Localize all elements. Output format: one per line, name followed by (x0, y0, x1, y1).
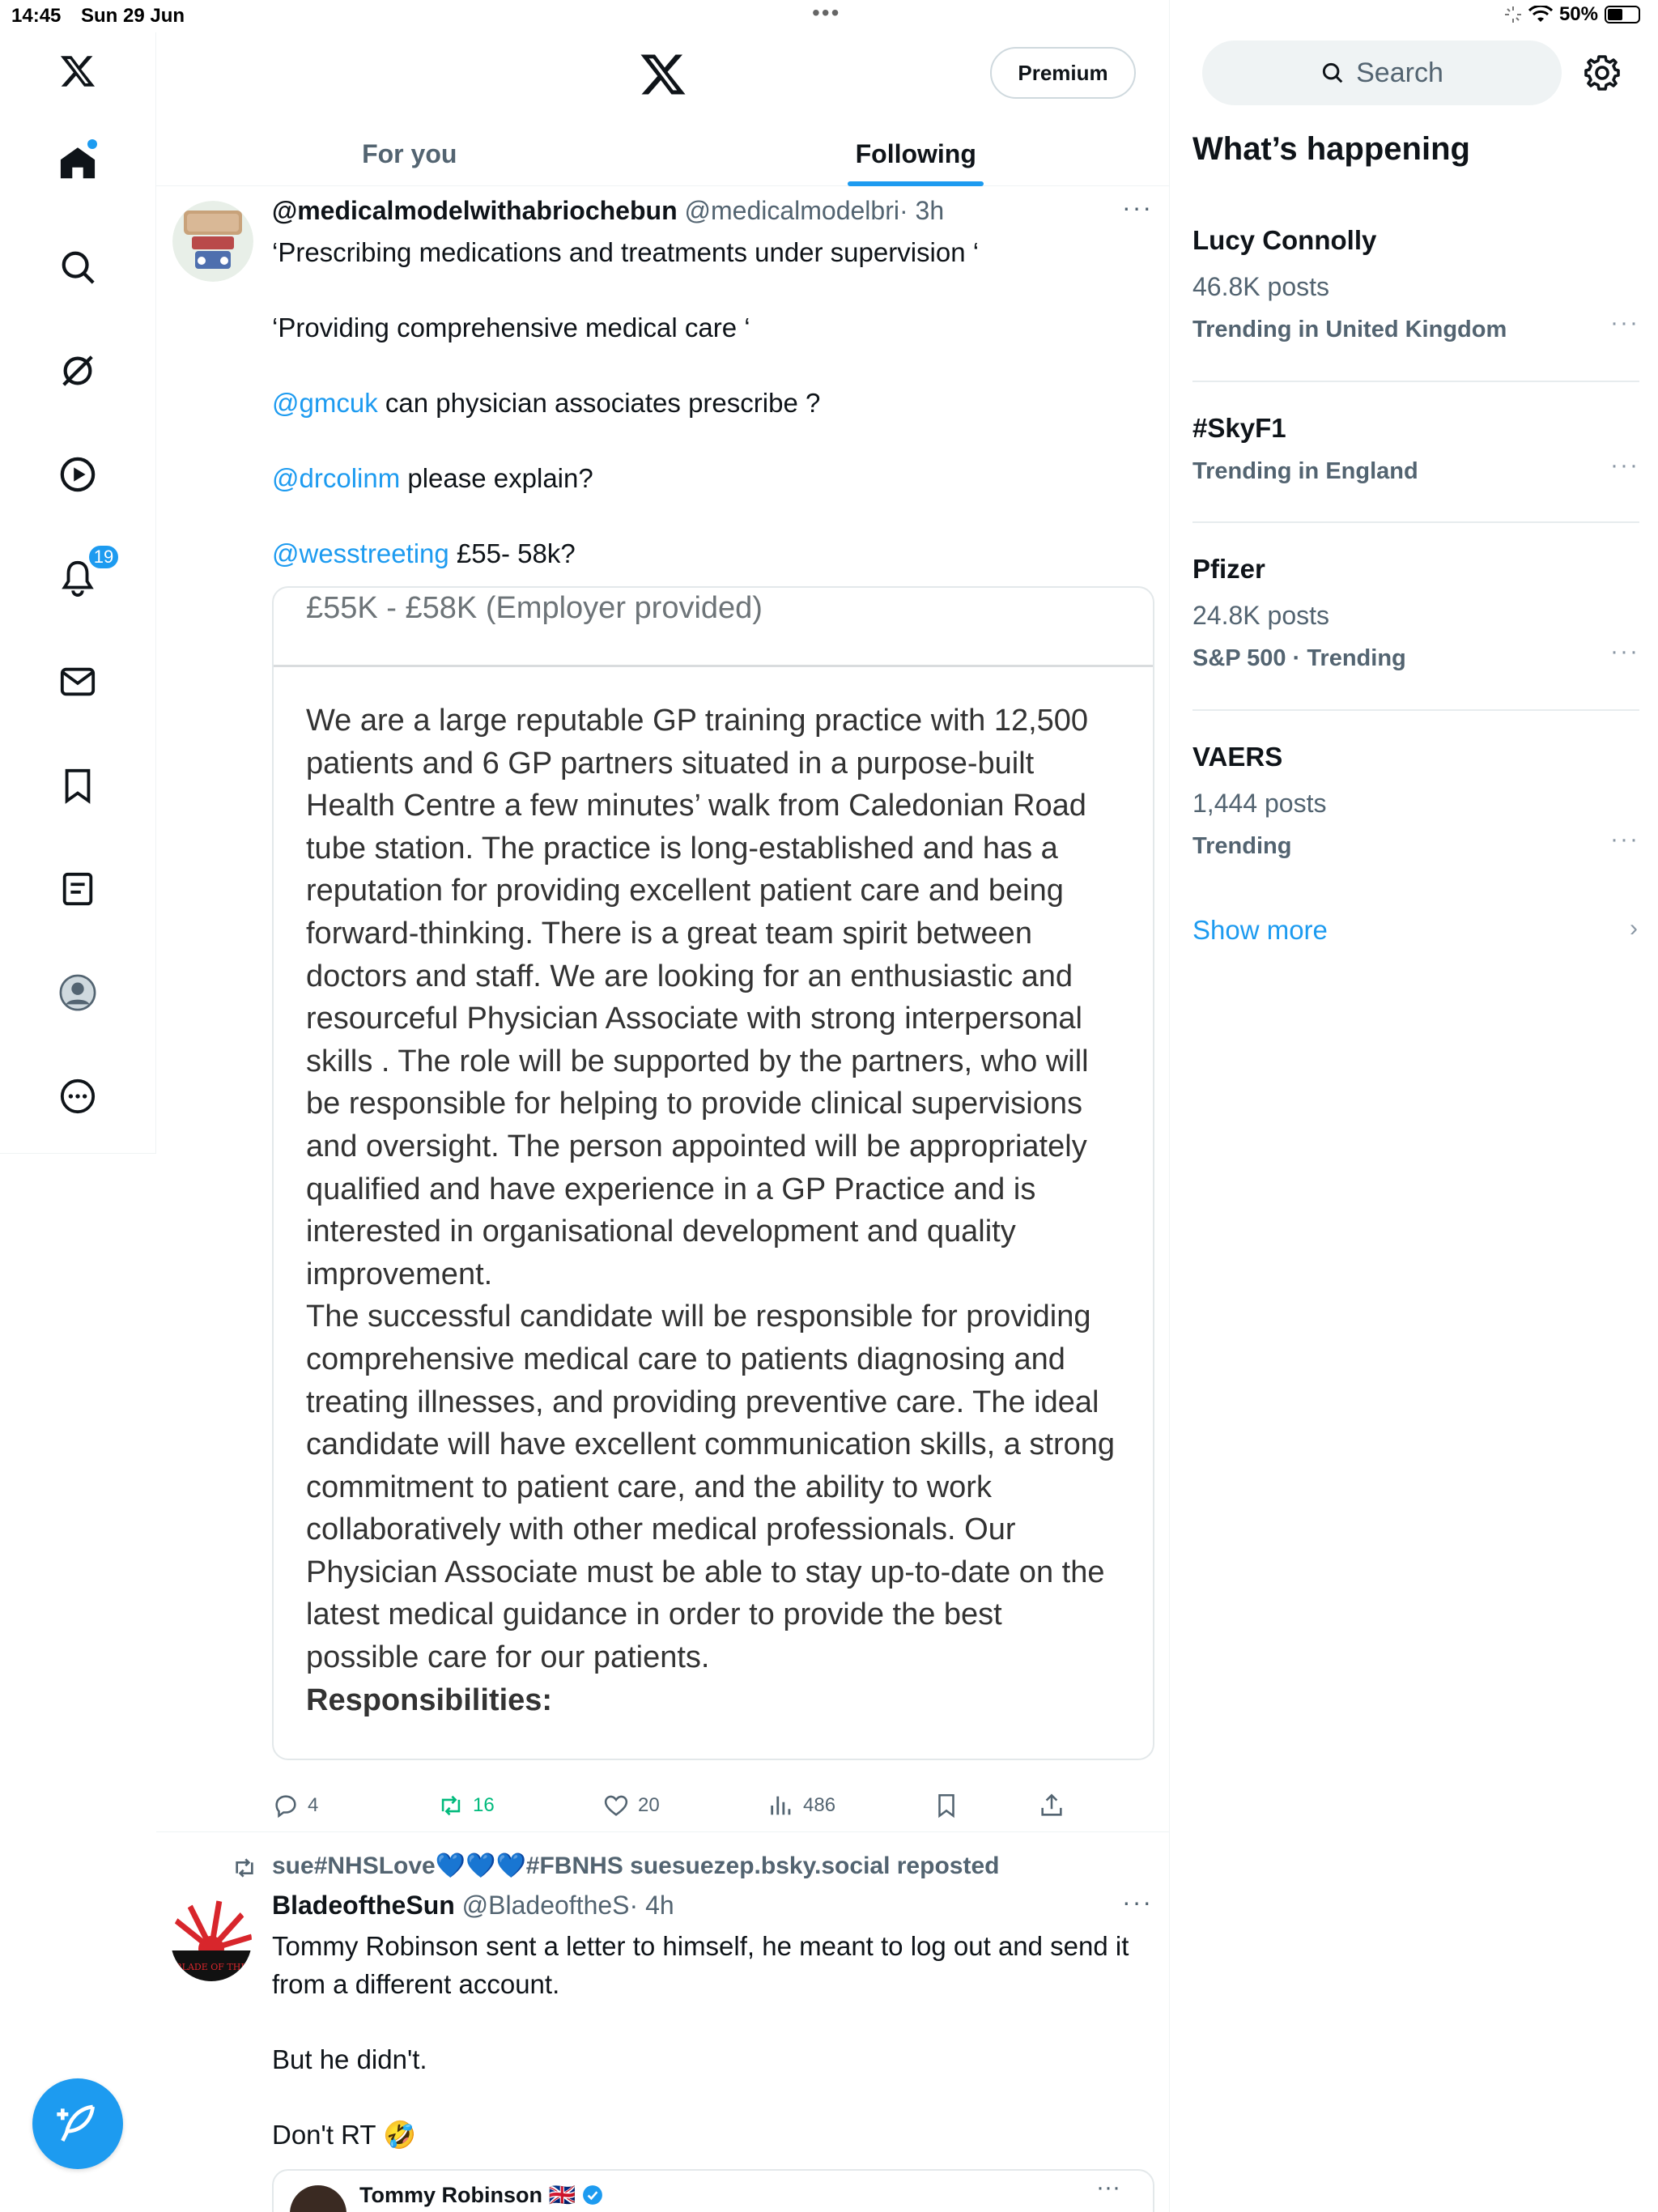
trend-divider (1192, 709, 1639, 711)
views-bar-chart-icon (767, 1792, 795, 1819)
trend-name: Pfizer (1192, 554, 1265, 584)
grok-icon[interactable] (52, 345, 104, 397)
tweet-author-name[interactable]: @medicalmodelwithabriochebun (272, 196, 678, 225)
show-more-link[interactable]: Show more (1192, 915, 1328, 945)
trend-name: Lucy Connolly (1192, 225, 1377, 255)
mention-link[interactable]: @wesstreeting (272, 538, 449, 568)
bookmarks-icon[interactable] (52, 759, 104, 811)
tweet-more-icon[interactable]: ··· (1122, 1887, 1153, 1916)
trend-item[interactable] (1192, 554, 1639, 672)
battery-fill (1608, 9, 1622, 20)
repost-count: 16 (473, 1794, 495, 1816)
job-responsibilities-heading: Responsibilities: (306, 1682, 553, 1717)
trend-context: Trending in United Kingdom (1192, 317, 1507, 342)
tab-label: For you (362, 138, 457, 168)
status-right (1504, 3, 1640, 26)
tweet-line (272, 534, 1138, 572)
repost-attribution-text[interactable]: sue#NHSLove💙💙💙#FBNHS suesuezep.bsky.social reposted (272, 1853, 1000, 1879)
tab-for-you[interactable] (156, 121, 663, 186)
chevron-right-icon[interactable]: › (1630, 915, 1638, 942)
reply-button[interactable] (272, 1792, 437, 1819)
mention-link[interactable]: @gmcuk (272, 388, 378, 418)
tweet-time[interactable]: · 3h (899, 196, 945, 225)
whats-happening-title: What’s happening (1192, 131, 1470, 167)
settings-gear-icon[interactable] (1583, 53, 1622, 92)
x-logo-icon[interactable] (639, 50, 687, 99)
trend-count: 46.8K posts (1192, 272, 1329, 301)
trend-more-icon[interactable]: ··· (1610, 452, 1639, 479)
quoted-author-name-text: Tommy Robinson 🇬🇧 (359, 2183, 576, 2207)
status-date: Sun 29 Jun (81, 5, 185, 27)
job-paragraph: The successful candidate will be responsible for providing comprehensive medical care to patients diagnosing and treating illnesses, and providing preventive care. The ideal candidate will have excellent communication skills, a strong commitment to patient care, and the ability to work collaboratively with other medical professionals. Our Physician Associate must be able to stay up-to-date on the latest medical guidance in order to provide the best possible care for our patients. (306, 1300, 1116, 1675)
trend-item[interactable] (1192, 742, 1639, 860)
bookmark-button[interactable] (933, 1792, 1038, 1819)
tweet-text (272, 1927, 1138, 2191)
active-tab-indicator (848, 181, 984, 186)
bookmark-icon (933, 1792, 960, 1819)
tweet-line: ‘Prescribing medications and treatments under supervision ‘ (272, 237, 980, 267)
timeline-tabs (156, 121, 1169, 186)
video-icon[interactable] (52, 449, 104, 500)
like-count: 20 (638, 1794, 660, 1816)
share-icon (1038, 1792, 1065, 1819)
messages-envelope-icon[interactable] (52, 656, 104, 708)
quoted-author-name (359, 2182, 603, 2208)
wifi-icon (1528, 6, 1553, 23)
views-count: 486 (803, 1794, 836, 1816)
timeline-column (156, 0, 1170, 2212)
multitask-dots-icon[interactable]: ••• (812, 0, 841, 25)
tweet-line: ‘Providing comprehensive medical care ‘ (272, 313, 750, 342)
trend-item[interactable] (1192, 413, 1639, 485)
repost-icon (232, 1855, 257, 1881)
search-icon (1320, 61, 1345, 85)
trend-context: Trending (1192, 833, 1292, 859)
trend-context: Trending in England (1192, 458, 1418, 484)
trend-divider (1192, 381, 1639, 382)
home-unread-dot (87, 139, 97, 149)
tweet-author-handle[interactable]: @BladeoftheS (461, 1891, 630, 1920)
reply-icon (272, 1792, 300, 1819)
job-description (274, 667, 1153, 1721)
battery-icon (1605, 6, 1640, 23)
tweet-line (272, 459, 1138, 497)
repost-attribution (272, 1852, 999, 1880)
loading-spinner-icon (1504, 6, 1522, 23)
x-logo-icon[interactable] (52, 45, 104, 97)
tweet-text (272, 233, 1138, 610)
trend-more-icon[interactable]: ··· (1610, 826, 1639, 853)
nav-rail (0, 32, 156, 1154)
notifications-badge: 19 (87, 544, 120, 570)
tweet-line: But he didn't. (272, 2044, 427, 2074)
repost-icon (437, 1792, 465, 1819)
trend-count: 24.8K posts (1192, 601, 1329, 630)
job-paragraph: We are a large reputable GP training practice with 12,500 patients and 6 GP partners situated in a purpose-built Health Centre a few minutes’ walk from Caledonian Road tube station. The practice is long-established and has a reputation for providing excellent patient care and being forward-thinking. There is a great team spirit between doctors and staff. We are looking for an enthusiastic and resourceful Physician Associate with strong interpersonal skills . The role will be supported by the partners, who will be responsible for helping to provide clinical supervisions and oversight. The person appointed will be appropriately qualified and have experience in a GP Practice and is interested in organisational development and quality improvement. (306, 704, 1089, 1291)
tweet-line: Don't RT 🤣 (272, 2120, 417, 2150)
tweet-author-avatar[interactable] (172, 201, 253, 282)
tweet-author-avatar[interactable] (171, 1900, 252, 1981)
tweet-header (272, 196, 944, 226)
share-button[interactable] (1038, 1792, 1065, 1819)
tab-label: Following (855, 138, 976, 168)
tweet-line (272, 384, 1138, 422)
timeline-header (156, 32, 1169, 186)
lists-icon[interactable] (52, 863, 104, 915)
trend-count: 1,444 posts (1192, 789, 1327, 818)
trend-item[interactable] (1192, 225, 1639, 343)
tweet-header (272, 1891, 674, 1921)
battery-percent: 50% (1558, 3, 1598, 25)
views-button[interactable] (767, 1792, 933, 1819)
trend-more-icon[interactable]: ··· (1610, 638, 1639, 665)
like-button[interactable] (602, 1792, 767, 1819)
status-time: 14:45 (11, 5, 62, 27)
repost-button[interactable] (437, 1792, 602, 1819)
verified-badge-icon (582, 2184, 603, 2206)
tab-following[interactable] (663, 121, 1170, 186)
tweet-line-text: £55- 58k? (449, 538, 576, 568)
heart-icon (602, 1792, 630, 1819)
more-options-icon[interactable] (52, 1070, 104, 1122)
svg-text:BLADE OF THE: BLADE OF THE (175, 1962, 248, 1972)
tweet-line-text: can physician associates prescribe ? (377, 388, 821, 418)
trend-name: VAERS (1192, 742, 1283, 772)
notifications-bell-icon[interactable] (52, 547, 114, 604)
profile-avatar-icon[interactable] (52, 967, 104, 1019)
tweet-line: Tommy Robinson sent a letter to himself, he meant to log out and send it from a different account. (272, 1931, 1129, 1999)
tweet-image[interactable] (272, 586, 1154, 1760)
trend-name: #SkyF1 (1192, 413, 1286, 443)
tweet-author-handle[interactable]: @medicalmodelbri (684, 196, 899, 225)
tweet-more-icon[interactable]: ··· (1122, 193, 1153, 222)
quoted-tweet[interactable] (272, 2169, 1154, 2212)
quoted-author-avatar[interactable] (290, 2185, 346, 2212)
quoted-more-icon[interactable]: ··· (1096, 2174, 1120, 2201)
tweet-card[interactable] (156, 186, 1169, 1830)
search-placeholder: Search (1356, 57, 1443, 88)
trend-context: S&P 500 · Trending (1192, 645, 1406, 671)
premium-button[interactable]: Premium (990, 47, 1136, 99)
compose-post-button[interactable] (32, 2078, 123, 2169)
home-icon[interactable] (52, 138, 104, 189)
trend-divider (1192, 521, 1639, 523)
tweet-author-name[interactable]: BladeoftheSun (272, 1891, 455, 1920)
mention-link[interactable]: @drcolinm (272, 463, 401, 493)
tweet-actions (272, 1789, 1154, 1822)
tweet-time[interactable]: · 4h (629, 1891, 674, 1920)
job-salary: £55K - £58K (Employer provided) (274, 588, 1153, 667)
compose-feather-icon (55, 2101, 100, 2146)
search-icon[interactable] (52, 241, 104, 293)
tweet-line-text: please explain? (400, 463, 593, 493)
trend-more-icon[interactable]: ··· (1610, 309, 1639, 336)
right-sidebar (1170, 32, 1658, 2212)
tweet-card[interactable] (156, 1832, 1169, 2212)
search-input[interactable] (1202, 40, 1562, 105)
reply-count: 4 (308, 1794, 319, 1816)
